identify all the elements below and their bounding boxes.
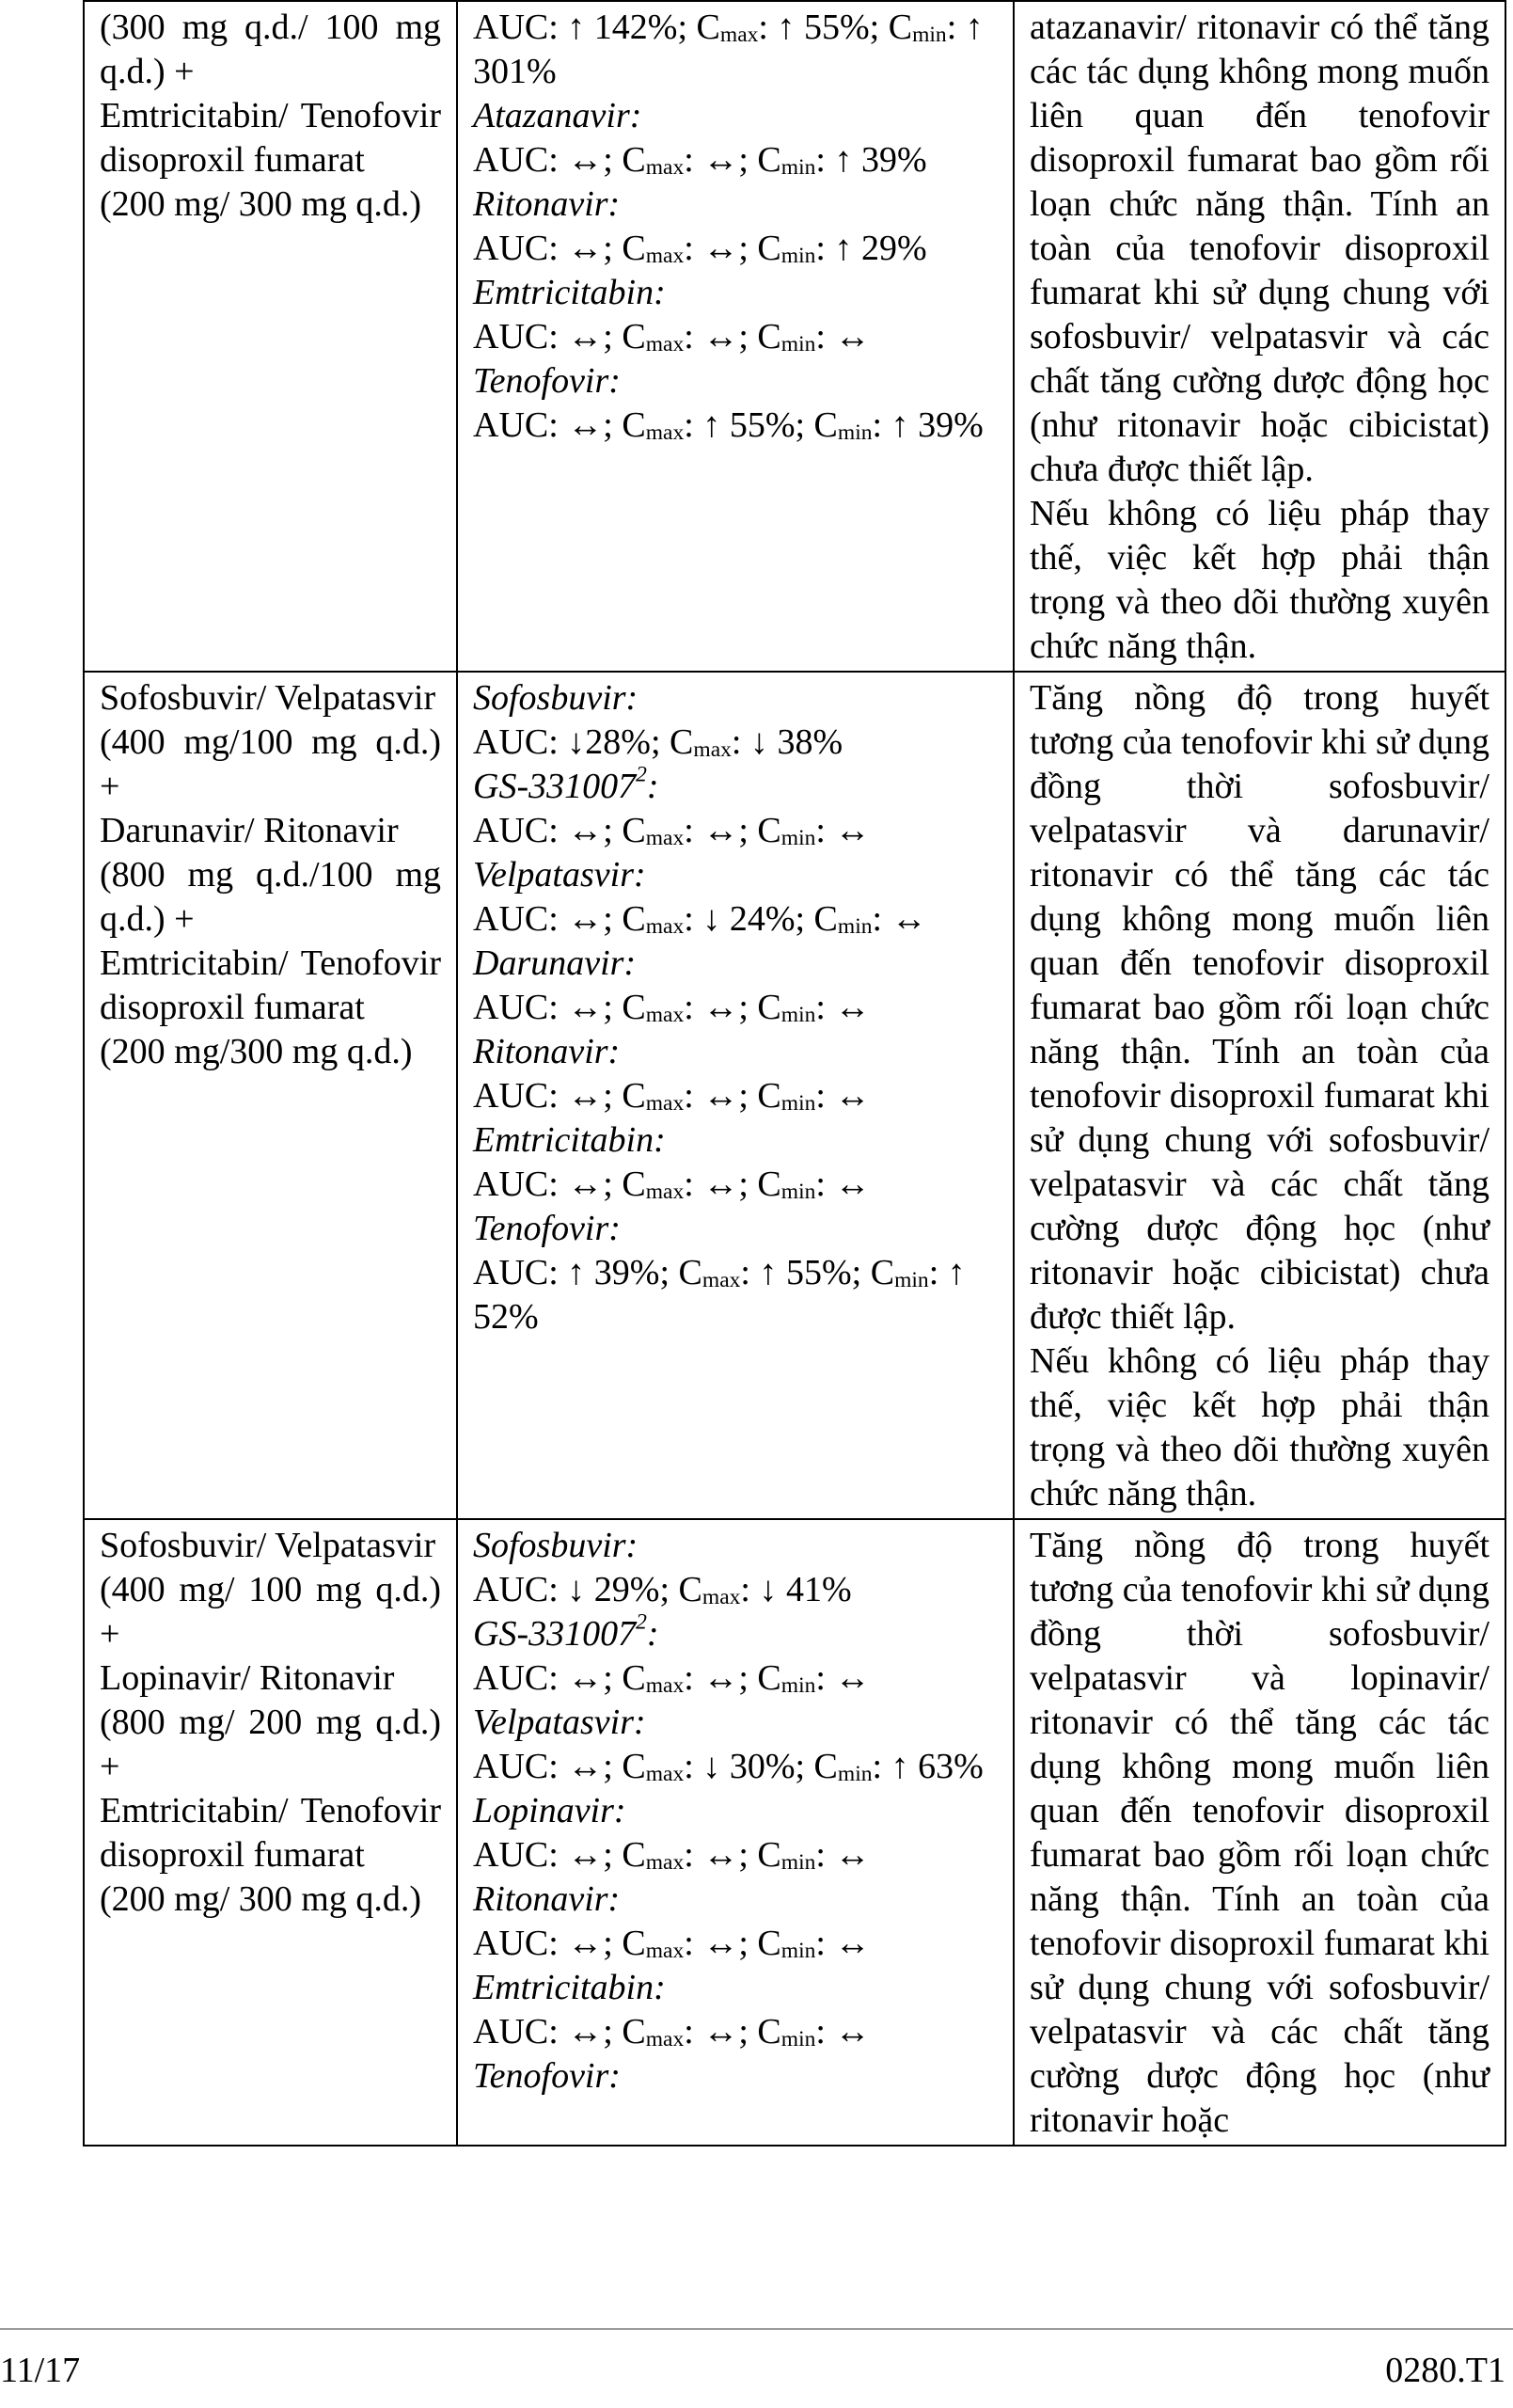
auc-value: ↔	[567, 1164, 604, 1204]
auc-label: AUC:	[473, 317, 568, 356]
document-code: 0280.T1	[1385, 2351, 1505, 2390]
auc-label: AUC:	[473, 811, 568, 850]
recommendation-cell	[1014, 1519, 1505, 2146]
auc-label: AUC:	[473, 8, 568, 47]
effect-cell	[457, 1, 1014, 672]
auc-value: ↑ 39%	[567, 1253, 660, 1292]
pk-values: AUC: ↔; $C_{max}$: ↔; $C_{min}$: ↔	[473, 988, 871, 1027]
drug-name-text: Emtricitabin:	[473, 1968, 666, 2007]
drug-name	[473, 762, 998, 809]
auc-value: ↔	[567, 899, 604, 939]
effect-cell	[457, 1519, 1014, 2146]
drug-name-text: Velpatasvir:	[473, 1703, 646, 1742]
cmax-label: $C_{max}$:	[670, 722, 750, 762]
cmax-label: $C_{max}$:	[678, 1570, 760, 1609]
auc-value: ↔	[567, 988, 604, 1027]
table-row	[84, 1519, 1505, 2146]
cmax-value: ↔	[702, 811, 739, 850]
cmax-value: ↔	[702, 2012, 739, 2052]
drug-name-text: GS-331007	[473, 767, 637, 806]
cmax-label: $C_{max}$:	[622, 1076, 703, 1116]
pk-values: AUC: ↑ 142%; $C_{max}$: ↑ 55%; $C_{min}$: ↑ 301%	[473, 8, 984, 91]
auc-label: AUC:	[473, 988, 568, 1027]
recommendation-paragraph: Nếu không có liệu pháp thay thế, việc kết hợp phải thận trọng và theo dõi thường xuyên chức năng thận.	[1030, 494, 1489, 666]
drug-name-text: Sofosbuvir:	[473, 1526, 638, 1565]
drug-name	[473, 271, 998, 315]
regimen-line: Emtricitabin/ Tenofovir disoproxil fumarat	[100, 1791, 441, 1875]
pk-values: AUC: ↔; $C_{max}$: ↔; $C_{min}$: ↔	[473, 1658, 871, 1698]
cmin-value: ↑ 39%	[890, 405, 984, 445]
drug-name-text: Tenofovir:	[473, 361, 621, 401]
auc-label: AUC:	[473, 1253, 568, 1292]
cmin-label: $C_{min}$:	[757, 1164, 835, 1204]
auc-label: AUC:	[473, 2012, 568, 2052]
cmax-value: ↑ 55%	[702, 405, 796, 445]
drug-name	[473, 1609, 998, 1656]
drug-name	[473, 182, 998, 227]
pk-values: AUC: ↑ 39%; $C_{max}$: ↑ 55%; $C_{min}$: ↑ 52%	[473, 1253, 966, 1337]
auc-value: ↑ 142%	[567, 8, 678, 47]
cmax-value: ↑ 55%	[759, 1253, 852, 1292]
cmin-label: $C_{min}$:	[813, 405, 891, 445]
auc-label: AUC:	[473, 899, 568, 939]
auc-value: ↔	[567, 811, 604, 850]
cmin-label: $C_{min}$:	[813, 899, 891, 939]
footer-divider	[0, 2328, 1513, 2330]
auc-label: AUC:	[473, 1835, 568, 1875]
cmin-label: $C_{min}$:	[757, 988, 835, 1027]
cmin-label: $C_{min}$:	[757, 1076, 835, 1116]
cmin-value: ↔	[834, 1164, 871, 1204]
cmax-label: $C_{max}$:	[622, 1164, 703, 1204]
drug-name-text: Sofosbuvir:	[473, 678, 638, 718]
cmax-label: $C_{max}$:	[622, 988, 703, 1027]
pk-values: AUC: ↔; $C_{max}$: ↔; $C_{min}$: ↑ 29%	[473, 229, 927, 268]
regimen-line: Lopinavir/ Ritonavir	[100, 1658, 395, 1698]
cmax-label: $C_{max}$:	[622, 317, 703, 356]
cmin-label: $C_{min}$:	[757, 317, 835, 356]
drug-name-text: Ritonavir:	[473, 184, 621, 224]
auc-value: ↔	[567, 140, 604, 180]
drug-name	[473, 359, 998, 404]
cmax-value: ↔	[702, 317, 739, 356]
auc-label: AUC:	[473, 1164, 568, 1204]
cmax-value: ↔	[702, 1658, 739, 1698]
cmax-label: $C_{max}$:	[622, 405, 703, 445]
cmin-value: ↔	[834, 988, 871, 1027]
cmax-value: ↔	[702, 1924, 739, 1963]
pk-values: AUC: ↔; $C_{max}$: ↑ 55%; $C_{min}$: ↑ 39%	[473, 405, 984, 445]
auc-label: AUC:	[473, 1570, 568, 1609]
cmin-value: ↔	[834, 1835, 871, 1875]
auc-label: AUC:	[473, 1076, 568, 1116]
regimen-line: (200 mg/ 300 mg q.d.)	[100, 184, 421, 224]
cmin-label: $C_{min}$:	[870, 1253, 948, 1292]
cmax-label: $C_{max}$:	[696, 8, 778, 47]
cmin-label: $C_{min}$:	[757, 140, 835, 180]
drug-name-text: Emtricitabin:	[473, 273, 666, 312]
recommendation-paragraph: Nếu không có liệu pháp thay thế, việc kết hợp phải thận trọng và theo dõi thường xuyên chức năng thận.	[1030, 1341, 1489, 1513]
auc-label: AUC:	[473, 1924, 568, 1963]
cmin-value: ↔	[834, 1658, 871, 1698]
pk-values: AUC: ↔; $C_{max}$: ↓ 24%; $C_{min}$: ↔	[473, 899, 927, 939]
cmax-label: $C_{max}$:	[622, 1658, 703, 1698]
cmin-label: $C_{min}$:	[757, 2012, 835, 2052]
pk-values: AUC: ↔; $C_{max}$: ↔; $C_{min}$: ↔	[473, 1835, 871, 1875]
pk-values: AUC: ↓28%; $C_{max}$: ↓ 38%	[473, 722, 843, 762]
regimen-cell	[84, 1519, 457, 2146]
drug-name	[473, 1966, 998, 2010]
drug-name	[473, 94, 998, 138]
regimen-line: Sofosbuvir/ Velpatasvir	[100, 1526, 436, 1565]
drug-name	[473, 942, 998, 986]
drug-name	[473, 1207, 998, 1251]
cmin-value: ↑ 39%	[834, 140, 927, 180]
cmin-value: ↑ 29%	[834, 229, 927, 268]
regimen-line: (400 mg/ 100 mg q.d.) +	[100, 1570, 441, 1654]
auc-value: ↔	[567, 1658, 604, 1698]
footnote-mark: 2	[636, 1609, 647, 1635]
drug-name-text: Tenofovir:	[473, 2056, 621, 2096]
drug-name	[473, 1789, 998, 1833]
drug-name-text: Velpatasvir:	[473, 855, 646, 895]
drug-name-text: Emtricitabin:	[473, 1120, 666, 1160]
cmax-label: $C_{max}$:	[622, 899, 703, 939]
recommendation-paragraph: Tăng nồng độ trong huyết tương của tenofovir khi sử dụng đồng thời sofosbuvir/ velpatasvir và lopinavir/ ritonavir có thể tăng các tác dụng không mong muốn liên quan đến tenofovir disoproxil fumarat bao gồm rối loạn chức năng thận. Tính an toàn của tenofovir disoproxil fumarat khi sử dụng chung với sofosbuvir/ velpatasvir và các chất tăng cường dược động học (như ritonavir hoặc	[1030, 1526, 1489, 2140]
regimen-cell	[84, 1, 457, 672]
table-row	[84, 1, 1505, 672]
pk-values: AUC: ↔; $C_{max}$: ↔; $C_{min}$: ↔	[473, 1924, 871, 1963]
pk-values: AUC: ↔; $C_{max}$: ↔; $C_{min}$: ↔	[473, 317, 871, 356]
drug-name-text: Lopinavir:	[473, 1791, 626, 1830]
cmin-label: $C_{min}$:	[757, 229, 835, 268]
auc-label: AUC:	[473, 1658, 568, 1698]
drug-name-text: GS-331007	[473, 1614, 637, 1654]
drug-name	[473, 1524, 998, 1568]
regimen-line: (200 mg/ 300 mg q.d.)	[100, 1879, 421, 1919]
auc-value: ↔	[567, 1835, 604, 1875]
regimen-cell	[84, 672, 457, 1519]
regimen-line: Emtricitabin/ Tenofovir disoproxil fumarat	[100, 96, 441, 180]
cmin-label: $C_{min}$:	[757, 1924, 835, 1963]
cmax-label: $C_{max}$:	[678, 1253, 760, 1292]
pk-values: AUC: ↔; $C_{max}$: ↔; $C_{min}$: ↔	[473, 811, 871, 850]
auc-label: AUC:	[473, 140, 568, 180]
cmin-value: ↑ 301%	[473, 8, 984, 91]
cmax-label: $C_{max}$:	[622, 811, 703, 850]
cmax-value: ↓ 24%	[702, 899, 796, 939]
pk-values: AUC: ↔; $C_{max}$: ↔; $C_{min}$: ↔	[473, 1076, 871, 1116]
cmin-value: ↔	[890, 899, 927, 939]
drug-name-text: Tenofovir:	[473, 1209, 621, 1248]
cmin-value: ↔	[834, 2012, 871, 2052]
effect-cell	[457, 672, 1014, 1519]
regimen-line: (300 mg q.d./ 100 mg q.d.) +	[100, 8, 441, 91]
regimen-line: Darunavir/ Ritonavir	[100, 811, 399, 850]
cmax-label: $C_{max}$:	[622, 1747, 703, 1786]
cmax-label: $C_{max}$:	[622, 1924, 703, 1963]
page-number: 11/17	[0, 2351, 81, 2390]
pk-values: AUC: ↔; $C_{max}$: ↓ 30%; $C_{min}$: ↑ 63%	[473, 1747, 984, 1786]
regimen-line: (400 mg/100 mg q.d.) +	[100, 722, 441, 806]
auc-label: AUC:	[473, 722, 568, 762]
cmin-label: $C_{min}$:	[888, 8, 966, 47]
drug-name-text: Atazanavir:	[473, 96, 642, 135]
auc-value: ↔	[567, 317, 604, 356]
cmin-value: ↔	[834, 1076, 871, 1116]
drug-name	[473, 2054, 998, 2099]
regimen-line: (800 mg/ 200 mg q.d.) +	[100, 1703, 441, 1786]
auc-value: ↓ 29%	[567, 1570, 660, 1609]
cmax-label: $C_{max}$:	[622, 140, 703, 180]
auc-value: ↔	[567, 1747, 604, 1786]
drug-name	[473, 676, 998, 721]
regimen-line: Sofosbuvir/ Velpatasvir	[100, 678, 436, 718]
cmax-label: $C_{max}$:	[622, 2012, 703, 2052]
auc-label: AUC:	[473, 1747, 568, 1786]
pk-values: AUC: ↔; $C_{max}$: ↔; $C_{min}$: ↑ 39%	[473, 140, 927, 180]
cmin-value: ↔	[834, 317, 871, 356]
recommendation-paragraph: atazanavir/ ritonavir có thể tăng các tác dụng không mong muốn liên quan đến tenofovir disoproxil fumarat bao gồm rối loạn chức năng thận. Tính an toàn của tenofovir disoproxil fumarat khi sử dụng chung với sofosbuvir/ velpatasvir và các chất tăng cường dược động học (như ritonavir hoặc cibicistat) chưa được thiết lập.	[1030, 8, 1489, 489]
cmin-label: $C_{min}$:	[757, 1658, 835, 1698]
cmin-value: ↔	[834, 1924, 871, 1963]
cmax-value: ↓ 41%	[759, 1570, 852, 1609]
interaction-table	[83, 0, 1506, 2147]
cmin-label: $C_{min}$:	[757, 811, 835, 850]
drug-name-suffix: :	[646, 1614, 659, 1654]
cmin-value: ↑ 63%	[890, 1747, 984, 1786]
cmin-value: ↔	[834, 811, 871, 850]
table-row	[84, 672, 1505, 1519]
cmax-value: ↔	[702, 1164, 739, 1204]
cmax-value: ↓ 38%	[749, 722, 843, 762]
cmax-value: ↔	[702, 140, 739, 180]
cmax-value: ↔	[702, 1835, 739, 1875]
recommendation-cell	[1014, 1, 1505, 672]
pk-values: AUC: ↓ 29%; $C_{max}$: ↓ 41%	[473, 1570, 852, 1609]
auc-value: ↔	[567, 2012, 604, 2052]
cmin-label: $C_{min}$:	[813, 1747, 891, 1786]
drug-name	[473, 1030, 998, 1074]
drug-name	[473, 1118, 998, 1163]
drug-name-text: Ritonavir:	[473, 1879, 621, 1919]
auc-value: ↔	[567, 405, 604, 445]
cmin-label: $C_{min}$:	[757, 1835, 835, 1875]
regimen-line: Emtricitabin/ Tenofovir disoproxil fumarat	[100, 943, 441, 1027]
drug-name-suffix: :	[646, 767, 659, 806]
drug-name-text: Ritonavir:	[473, 1032, 621, 1071]
recommendation-paragraph: Tăng nồng độ trong huyết tương của tenofovir khi sử dụng đồng thời sofosbuvir/ velpatasvir và darunavir/ ritonavir có thể tăng các tác dụng không mong muốn liên quan đến tenofovir disoproxil fumarat bao gồm rối loạn chức năng thận. Tính an toàn của tenofovir disoproxil fumarat khi sử dụng chung với sofosbuvir/ velpatasvir và các chất tăng cường dược động học (như ritonavir hoặc cibicistat) chưa được thiết lập.	[1030, 678, 1489, 1337]
cmax-label: $C_{max}$:	[622, 1835, 703, 1875]
cmin-value: ↑ 52%	[473, 1253, 966, 1337]
auc-label: AUC:	[473, 405, 568, 445]
auc-value: ↔	[567, 1076, 604, 1116]
auc-value: ↔	[567, 1924, 604, 1963]
cmax-value: ↓ 30%	[702, 1747, 796, 1786]
cmax-value: ↔	[702, 988, 739, 1027]
drug-name	[473, 1877, 998, 1922]
cmax-value: ↑ 55%	[777, 8, 870, 47]
auc-value: ↔	[567, 229, 604, 268]
regimen-line: (200 mg/300 mg q.d.)	[100, 1032, 413, 1071]
cmax-value: ↔	[702, 1076, 739, 1116]
cmax-label: $C_{max}$:	[622, 229, 703, 268]
pk-values: AUC: ↔; $C_{max}$: ↔; $C_{min}$: ↔	[473, 1164, 871, 1204]
footnote-mark: 2	[636, 762, 647, 787]
drug-name	[473, 853, 998, 897]
regimen-line: (800 mg q.d./100 mg q.d.) +	[100, 855, 441, 939]
recommendation-cell	[1014, 672, 1505, 1519]
auc-value: ↓28%	[567, 722, 651, 762]
cmax-value: ↔	[702, 229, 739, 268]
drug-name	[473, 1701, 998, 1745]
table-body	[84, 1, 1505, 2146]
pk-values: AUC: ↔; $C_{max}$: ↔; $C_{min}$: ↔	[473, 2012, 871, 2052]
auc-label: AUC:	[473, 229, 568, 268]
drug-name-text: Darunavir:	[473, 943, 637, 983]
